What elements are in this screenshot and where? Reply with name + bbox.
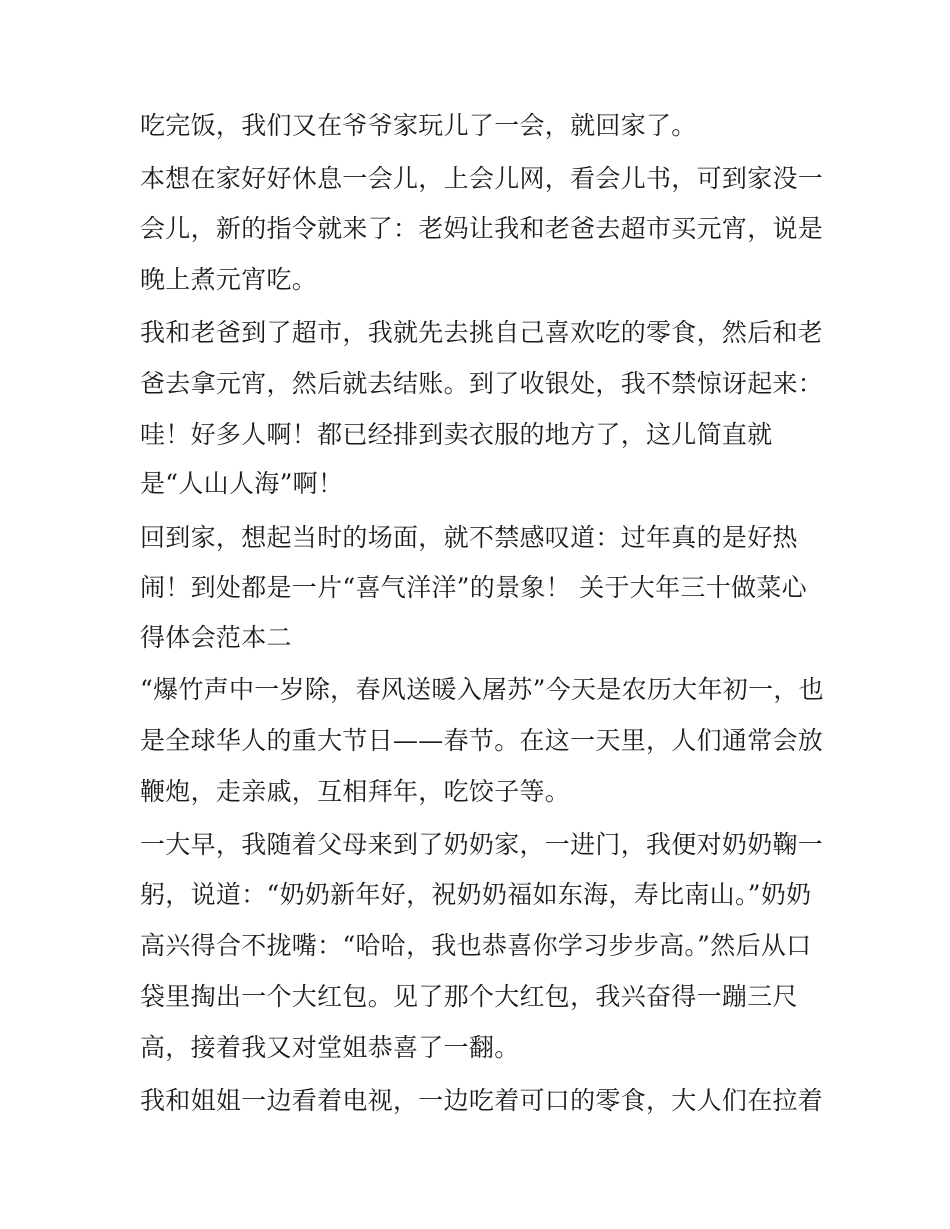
text-line-13: 是全球华人的重大节日——春节。在这一天里，人们通常会放 (140, 726, 824, 755)
text-line-9: 回到家，想起当时的场面，就不禁感叹道：过年真的是好热 (140, 523, 798, 552)
text-line-7: 哇！好多人啊！都已经排到卖衣服的地方了，这儿简直就 (140, 420, 773, 449)
text-line-3: 会儿，新的指令就来了：老妈让我和老爸去超市买元宵，说是 (140, 214, 824, 243)
text-line-1: 吃完饭，我们又在爷爷家玩儿了一会，就回家了。 (140, 111, 697, 140)
text-line-6: 爸去拿元宵，然后就去结账。到了收银处，我不禁惊讶起来： (140, 369, 824, 398)
text-line-20: 我和姐姐一边看着电视，一边吃着可口的零食，大人们在拉着 (140, 1086, 824, 1115)
text-line-12: “爆竹声中一岁除，春风送暖入屠苏”今天是农历大年初一，也 (140, 675, 824, 704)
text-line-8: 是“人山人海”啊！ (140, 469, 344, 498)
text-line-14: 鞭炮，走亲戚，互相拜年，吃饺子等。 (140, 777, 571, 806)
text-line-15: 一大早，我随着父母来到了奶奶家，一进门，我便对奶奶鞠一 (140, 830, 824, 859)
text-line-18: 袋里掏出一个大红包。见了那个大红包，我兴奋得一蹦三尺 (140, 982, 798, 1011)
text-line-10: 闹！到处都是一片“喜气洋洋”的景象！ 关于大年三十做菜心 (140, 573, 807, 602)
text-line-16: 躬，说道：“奶奶新年好，祝奶奶福如东海，寿比南山。”奶奶 (140, 880, 812, 909)
text-line-17: 高兴得合不拢嘴：“哈哈，我也恭喜你学习步步高。”然后从口 (140, 931, 812, 960)
text-line-5: 我和老爸到了超市，我就先去挑自己喜欢吃的零食，然后和老 (140, 318, 824, 347)
text-line-4: 晚上煮元宵吃。 (140, 265, 318, 294)
text-line-11: 得体会范本二 (140, 623, 292, 652)
text-line-19: 高，接着我又对堂姐恭喜了一翻。 (140, 1033, 520, 1062)
text-line-2: 本想在家好好休息一会儿，上会儿网，看会儿书，可到家没一 (140, 164, 824, 193)
